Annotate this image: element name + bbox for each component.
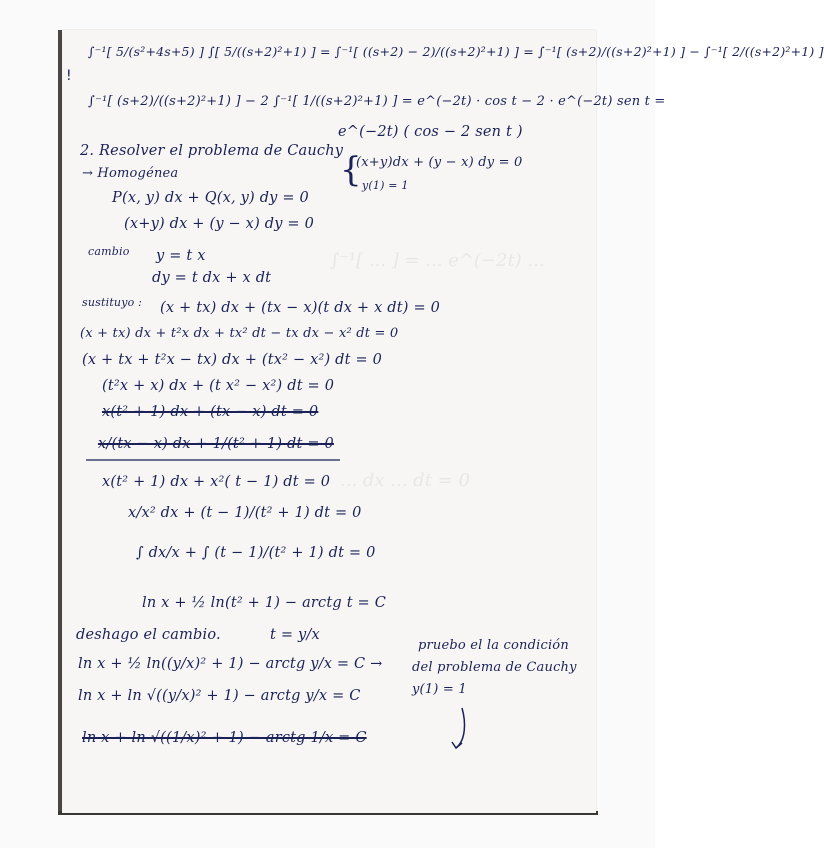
cambio-eq-1: y = t x <box>156 248 206 264</box>
bleed-through-1: ∫⁻¹[ ... ] = ... e^(−2t) ... <box>330 250 545 271</box>
homogenea-label: → Homogénea <box>82 166 179 181</box>
problem-heading: 2. Resolver el problema de Cauchy <box>80 143 344 159</box>
system-equation-2: y(1) = 1 <box>362 179 409 192</box>
laplace-line-2: ∫⁻¹[ (s+2)/((s+2)²+1) ] − 2 ∫⁻¹[ 1/((s+2)²+1) ] = e^(−2t) · cos t − 2 · e^(−2t) sen t = <box>88 94 666 109</box>
step-7: x/x² dx + (t − 1)/(t² + 1) dt = 0 <box>128 505 362 521</box>
system-brace: { <box>340 150 362 190</box>
deshago-label: deshago el cambio. <box>76 627 221 643</box>
step-9: ln x + ½ ln(t² + 1) − arctg t = C <box>142 595 386 611</box>
cambio-label: cambio <box>88 245 130 258</box>
side-note-line-2: del problema de Cauchy <box>412 660 577 675</box>
general-form: P(x, y) dx + Q(x, y) dy = 0 <box>112 190 309 206</box>
sustituyo-equation: (x + tx) dx + (tx − x)(t dx + x dt) = 0 <box>160 300 441 316</box>
side-note-line-3: y(1) = 1 <box>412 682 467 697</box>
side-note-arrow <box>456 708 464 748</box>
laplace-line-1: ∫⁻¹[ 5/(s²+4s+5) ] ∫[ 5/((s+2)²+1) ] = ∫⁻¹[ ((s+2) − 2)/((s+2)²+1) ] = ∫⁻¹[ (s+2)/((s+2)²+1) ] − ∫⁻¹[ 2/((s+2)²+1) ] <box>88 44 824 59</box>
step-3: (t²x + x) dx + (t x² − x²) dt = 0 <box>102 378 335 394</box>
margin-mark: ! <box>66 68 72 84</box>
sustituyo-label: sustituyo : <box>82 296 143 309</box>
step-6: x(t² + 1) dx + x²( t − 1) dt = 0 <box>102 474 331 490</box>
step-10: ln x + ½ ln((y/x)² + 1) − arctg y/x = C → <box>78 656 383 672</box>
step-2: (x + tx + t²x − tx) dx + (tx² − x²) dt = 0 <box>82 352 383 368</box>
step-8: ∫ dx/x + ∫ (t − 1)/(t² + 1) dt = 0 <box>136 545 376 561</box>
step-1: (x + tx) dx + t²x dx + tx² dt − tx dx − x² dt = 0 <box>80 326 399 341</box>
cambio-eq-2: dy = t dx + x dt <box>152 270 272 286</box>
equation-original: (x+y) dx + (y − x) dy = 0 <box>124 216 314 232</box>
step-11: ln x + ln √((y/x)² + 1) − arctg y/x = C <box>78 688 361 704</box>
side-note-line-1: pruebo el la condición <box>418 638 569 653</box>
step-12-crossed-out: ln x + ln √((1/x)² + 1) − arctg 1/x = C <box>82 730 367 746</box>
step-5-crossed-out: x/(tx − x) dx + 1/(t² + 1) dt = 0 <box>98 436 334 452</box>
deshago-substitution: t = y/x <box>270 627 320 643</box>
laplace-line-3: e^(−2t) ( cos − 2 sen t ) <box>338 124 523 140</box>
step-4-crossed-out: x(t² + 1) dx + (tx − x) dt = 0 <box>102 404 319 420</box>
system-equation-1: (x+y)dx + (y − x) dy = 0 <box>356 155 523 170</box>
bleed-through-2: ... dx ... dt = 0 <box>340 470 470 491</box>
